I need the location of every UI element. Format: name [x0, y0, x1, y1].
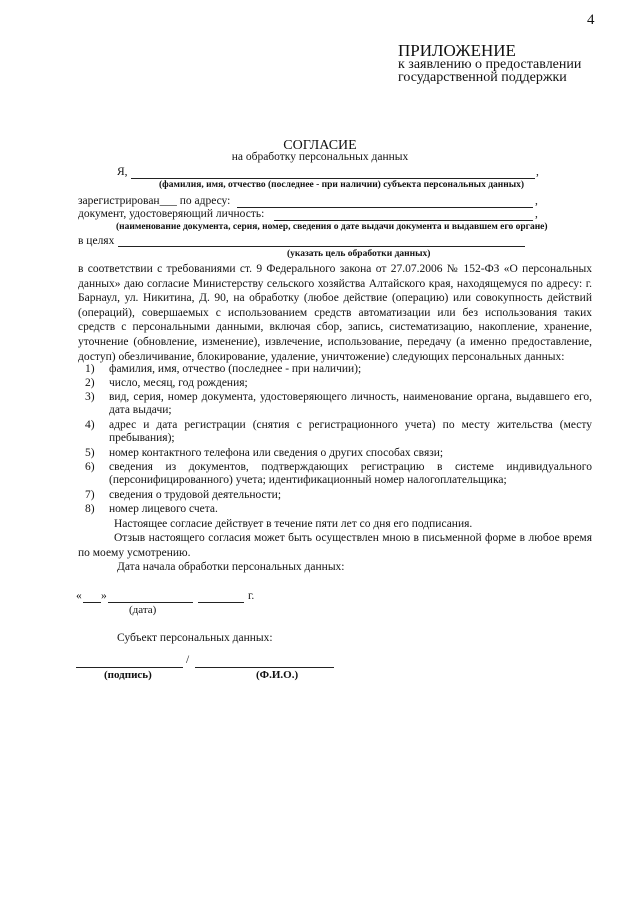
address-input-line	[237, 207, 533, 208]
page-number: 4	[587, 12, 595, 28]
list-item-number: 6)	[85, 461, 95, 473]
purpose-caption: (указать цель обработки данных)	[287, 249, 431, 259]
list-item-text: вид, серия, номер документа, удостоверяющего личность, наименование органа, выдавшего его, дата выдачи;	[109, 391, 592, 417]
appendix-subtitle-line-1: к заявлению о предоставлении	[398, 57, 582, 72]
signature-slash: /	[186, 654, 190, 666]
year-suffix: г.	[248, 590, 255, 602]
fio-signature-input-line	[195, 667, 334, 668]
date-close-quote: »	[101, 590, 107, 602]
list-item-text: сведения о трудовой деятельности;	[109, 489, 282, 501]
date-caption: (дата)	[129, 604, 157, 616]
date-open-quote: «	[76, 590, 82, 602]
subject-label: Субъект персональных данных:	[117, 632, 273, 644]
consent-title: СОГЛАСИЕ	[283, 138, 357, 153]
appendix-title: ПРИЛОЖЕНИЕ	[398, 41, 516, 60]
year-input-line	[198, 602, 244, 603]
list-item-text: номер лицевого счета.	[109, 503, 218, 515]
registered-label: зарегистрирован___ по адресу:	[78, 195, 231, 207]
purpose-input-line	[118, 246, 525, 247]
list-item	[85, 377, 592, 390]
list-item	[85, 447, 592, 460]
document-caption: (наименование документа, серия, номер, сведения о дате выдачи документа и выдавшем его органе)	[116, 222, 548, 232]
fio-short-caption: (Ф.И.О.)	[256, 669, 299, 681]
validity-text: Настоящее согласие действует в течение пяти лет со дня его подписания.	[114, 518, 473, 530]
consent-main-paragraph: в соответствии с требованиями ст. 9 Федерального закона от 27.07.2006 № 152-ФЗ «О персональных данных» даю согласие Министерству сельского хозяйства Алтайского края, находящемуся по адресу: г. Барнаул, ул. Никитина, Д. 90, на обработку (любое действие (операцию) или совокупность действий (операций), совершаемых с использованием средств автоматизации или без использования таких средств с персональными данными, включая сбор, запись, систематизацию, накопление, хранение, уточнение (обновление, изменение), извлечение, использование, передачу (а именно предоставление, доступ) обезличивание, блокирование, удаление, уничтожение) следующих персональных данных:	[78, 263, 592, 363]
list-item-number: 3)	[85, 391, 95, 403]
list-item-number: 5)	[85, 447, 95, 459]
list-item-number: 2)	[85, 377, 95, 389]
fio-caption: (фамилия, имя, отчество (последнее - при наличии) субъекта персональных данных)	[159, 180, 525, 190]
signature-input-line	[76, 667, 183, 668]
list-item-text: адрес и дата регистрации (снятия с регистрационного учета) по месту жительства (месту пребывания);	[109, 419, 592, 445]
signature-caption: (подпись)	[104, 669, 152, 681]
document-label: документ, удостоверяющий личность:	[78, 208, 265, 220]
start-date-label: Дата начала обработки персональных данных:	[117, 561, 345, 573]
list-item	[85, 363, 592, 376]
list-item	[85, 489, 592, 502]
document-input-line	[274, 220, 533, 221]
list-item-text: номер контактного телефона или сведения о других способах связи;	[109, 447, 444, 459]
month-input-line	[108, 602, 193, 603]
list-item-number: 7)	[85, 489, 95, 501]
list-item-text: фамилия, имя, отчество (последнее - при наличии);	[109, 363, 362, 375]
consent-subtitle: на обработку персональных данных	[231, 151, 409, 163]
list-item-text: сведения из документов, подтверждающих регистрацию в системе индивидуального (персонифицированного) учета; идентификационный номер налогоплательщика;	[109, 461, 592, 487]
comma-2: ,	[535, 195, 538, 207]
list-item-number: 1)	[85, 363, 95, 375]
i-label: Я,	[117, 166, 128, 178]
list-item	[85, 391, 592, 418]
fio-input-line	[131, 178, 535, 179]
list-item-text: число, месяц, год рождения;	[109, 377, 248, 389]
revocation-text: Отзыв настоящего согласия может быть осуществлен мною в письменной форме в любое время по моему усмотрению.	[78, 532, 592, 559]
appendix-subtitle-line-2: государственной поддержки	[398, 70, 567, 85]
list-item	[85, 461, 592, 488]
day-input-line	[83, 602, 101, 603]
list-item-number: 8)	[85, 503, 95, 515]
list-item-number: 4)	[85, 419, 95, 431]
purpose-label: в целях	[78, 235, 115, 247]
list-item	[85, 419, 592, 446]
comma-1: ,	[536, 166, 539, 178]
list-item	[85, 503, 592, 516]
comma-3: ,	[535, 208, 538, 220]
